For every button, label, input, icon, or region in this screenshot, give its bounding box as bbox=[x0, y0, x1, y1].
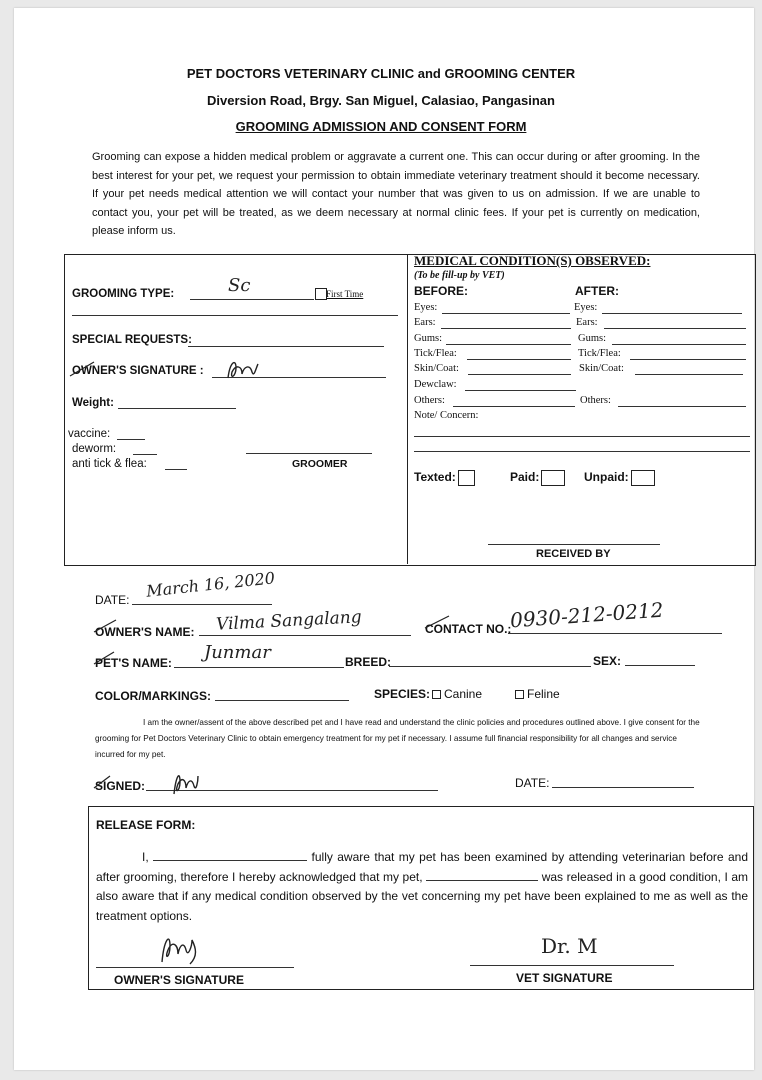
first-time-label: First Time bbox=[326, 289, 364, 299]
after-eyes: Eyes: bbox=[574, 302, 598, 313]
after-others-line[interactable] bbox=[618, 406, 746, 407]
date-value: March 16, 2020 bbox=[145, 568, 276, 601]
after-ears-line[interactable] bbox=[604, 328, 746, 329]
breed-label: BREED: bbox=[345, 655, 392, 669]
vet-signature-label: VET SIGNATURE bbox=[516, 971, 613, 985]
breed-line[interactable] bbox=[389, 666, 591, 667]
before-others-line[interactable] bbox=[453, 406, 575, 407]
intro-paragraph: Grooming can expose a hidden medical problem or aggravate a current one. This can occur during or after grooming. In the best interest for your pet, we request your permission to obtain immediate veterinary treatment should it become necessary. If your pet needs medical attention we will contact your number that was given to us on admission. If we are unable to contact you, your pet will be treated, as we deem necessary at normal clinic fees. If your pet is currently on medication, please inform us. bbox=[92, 151, 700, 237]
release-name-blank[interactable] bbox=[153, 848, 307, 861]
paid-text: Paid: bbox=[510, 470, 540, 485]
note-line-1[interactable] bbox=[414, 436, 750, 437]
signed-strike bbox=[92, 774, 114, 790]
species-canine[interactable] bbox=[432, 687, 482, 701]
groomer-line[interactable] bbox=[246, 453, 372, 454]
contact-strike bbox=[423, 614, 453, 630]
after-skin-line[interactable] bbox=[635, 374, 743, 375]
species-label: SPECIES: bbox=[374, 687, 431, 701]
color-label: COLOR/MARKINGS: bbox=[95, 689, 211, 703]
before-dewclaw: Dewclaw: bbox=[414, 379, 457, 390]
after-gums: Gums: bbox=[578, 333, 607, 344]
before-skin: Skin/Coat: bbox=[414, 363, 459, 374]
after-eyes-line[interactable] bbox=[602, 313, 742, 314]
after-ears: Ears: bbox=[576, 317, 598, 328]
feline-label: Feline bbox=[527, 687, 560, 701]
grooming-type-line-2[interactable] bbox=[72, 315, 398, 316]
sex-line[interactable] bbox=[625, 665, 695, 666]
form-title: GROOMING ADMISSION AND CONSENT FORM bbox=[235, 119, 527, 134]
canine-checkbox[interactable] bbox=[432, 690, 441, 699]
before-gums-line[interactable] bbox=[446, 344, 571, 345]
pet-name-value: Junmar bbox=[204, 642, 271, 663]
after-skin: Skin/Coat: bbox=[579, 363, 624, 374]
release-owner-signature-label: OWNER'S SIGNATURE bbox=[114, 973, 244, 987]
signed-date-line[interactable] bbox=[552, 787, 694, 788]
medical-subtitle: (To be fill-up by VET) bbox=[414, 270, 505, 281]
feline-checkbox[interactable] bbox=[515, 690, 524, 699]
owner-name-line[interactable] bbox=[199, 635, 411, 636]
before-label: BEFORE: bbox=[414, 284, 468, 298]
paid-label bbox=[510, 470, 565, 486]
after-tick-line[interactable] bbox=[630, 359, 746, 360]
contact-line[interactable] bbox=[508, 633, 722, 634]
admission-box bbox=[64, 254, 756, 566]
before-others: Others: bbox=[414, 395, 445, 406]
vaccine-label: vaccine: bbox=[68, 428, 111, 440]
contact-label: CONTACT NO.: bbox=[425, 622, 512, 636]
species-feline[interactable] bbox=[515, 687, 560, 701]
before-gums: Gums: bbox=[414, 333, 443, 344]
owner-signature-label: OWNER'S SIGNATURE : bbox=[72, 365, 204, 377]
clinic-name: PET DOCTORS VETERINARY CLINIC and GROOMING CENTER bbox=[186, 66, 576, 81]
before-ears-line[interactable] bbox=[441, 328, 571, 329]
after-gums-line[interactable] bbox=[612, 344, 746, 345]
date-label: DATE: bbox=[95, 593, 130, 607]
pet-name-line[interactable] bbox=[174, 667, 344, 668]
color-line[interactable] bbox=[215, 700, 349, 701]
deworm-label: deworm: bbox=[72, 443, 117, 455]
unpaid-label bbox=[584, 470, 655, 486]
owner-signature-drawing bbox=[222, 354, 262, 386]
note-line-2[interactable] bbox=[414, 451, 750, 452]
texted-label bbox=[414, 470, 475, 486]
panel-divider bbox=[407, 254, 408, 564]
medical-title: MEDICAL CONDITION(S) OBSERVED: bbox=[414, 253, 651, 268]
release-pet-blank[interactable] bbox=[426, 868, 538, 881]
pet-name-strike bbox=[92, 650, 118, 666]
after-label: AFTER: bbox=[575, 284, 619, 298]
clinic-address: Diversion Road, Brgy. San Miguel, Calasiao, Pangasinan bbox=[207, 93, 555, 108]
before-eyes: Eyes: bbox=[414, 302, 438, 313]
owner-name-strike bbox=[92, 618, 120, 634]
texted-checkbox[interactable] bbox=[458, 470, 475, 486]
consent-paragraph bbox=[95, 715, 705, 763]
release-owner-signature-drawing bbox=[154, 926, 202, 970]
consent-text: I am the owner/assent of the above described pet and I have read and understand the clinic policies and procedures outlined above. I give consent for the grooming for Pet Doctors Veterinary Clinic to obtain emergency treatment for my pet if necessary. I assume full financial responsibility for all changes and service incurred for my pet. bbox=[95, 718, 700, 759]
vet-signature-line[interactable] bbox=[470, 965, 674, 966]
sex-label: SEX: bbox=[593, 654, 622, 668]
after-tick: Tick/Flea: bbox=[578, 348, 621, 359]
release-text-1: fully aware that my pet has been examined by attending veterinarian before and after grooming, therefore I hereby acknowledged that my pet, bbox=[96, 850, 748, 884]
special-requests-line[interactable] bbox=[188, 346, 384, 347]
texted-text: Texted: bbox=[414, 470, 456, 485]
owner-signature-strike bbox=[68, 360, 98, 378]
special-requests-label: SPECIAL REQUESTS: bbox=[72, 334, 192, 346]
before-ears: Ears: bbox=[414, 317, 436, 328]
before-tick: Tick/Flea: bbox=[414, 348, 457, 359]
vaccine-line[interactable] bbox=[117, 439, 145, 440]
contact-value: 0930-212-0212 bbox=[509, 597, 665, 633]
before-tick-line[interactable] bbox=[467, 359, 571, 360]
weight-label: Weight: bbox=[72, 397, 114, 409]
signed-signature-drawing bbox=[168, 766, 202, 800]
vet-signature-value: Dr. M bbox=[541, 934, 598, 958]
signed-label: SIGNED: bbox=[95, 779, 146, 793]
anti-tick-line[interactable] bbox=[165, 469, 187, 470]
anti-tick-label: anti tick & flea: bbox=[72, 458, 147, 470]
grooming-type-value: Sc bbox=[228, 275, 251, 296]
release-title: RELEASE FORM: bbox=[96, 818, 196, 832]
owner-name-value: Vilma Sangalang bbox=[215, 607, 363, 635]
after-others: Others: bbox=[580, 395, 611, 406]
note-label: Note/ Concern: bbox=[414, 410, 479, 421]
received-by-line[interactable] bbox=[488, 544, 660, 545]
before-skin-line[interactable] bbox=[468, 374, 571, 375]
unpaid-checkbox[interactable] bbox=[631, 470, 655, 486]
release-i: I, bbox=[142, 850, 149, 864]
release-text-2: was released in a good condition, I am also aware that if any medical condition observed by the vet concerning my pet have been explained to me as well as the treatment options. bbox=[96, 869, 748, 923]
owner-name-label: OWNER'S NAME: bbox=[95, 625, 195, 639]
release-paragraph bbox=[96, 848, 748, 926]
deworm-line[interactable] bbox=[133, 454, 157, 455]
grooming-type-line[interactable] bbox=[190, 299, 314, 300]
canine-label: Canine bbox=[444, 687, 483, 701]
weight-line[interactable] bbox=[118, 408, 236, 409]
received-by-label: RECEIVED BY bbox=[536, 548, 611, 560]
release-owner-signature-line[interactable] bbox=[96, 967, 294, 968]
grooming-type-label: GROOMING TYPE: bbox=[72, 288, 175, 300]
date-line[interactable] bbox=[132, 604, 272, 605]
groomer-label: GROOMER bbox=[292, 458, 348, 470]
before-eyes-line[interactable] bbox=[442, 313, 570, 314]
paid-checkbox[interactable] bbox=[541, 470, 565, 486]
unpaid-text: Unpaid: bbox=[584, 470, 629, 485]
signed-date-label: DATE: bbox=[515, 776, 550, 790]
pet-name-label: PET'S NAME: bbox=[95, 656, 172, 670]
before-dewclaw-line[interactable] bbox=[465, 390, 576, 391]
